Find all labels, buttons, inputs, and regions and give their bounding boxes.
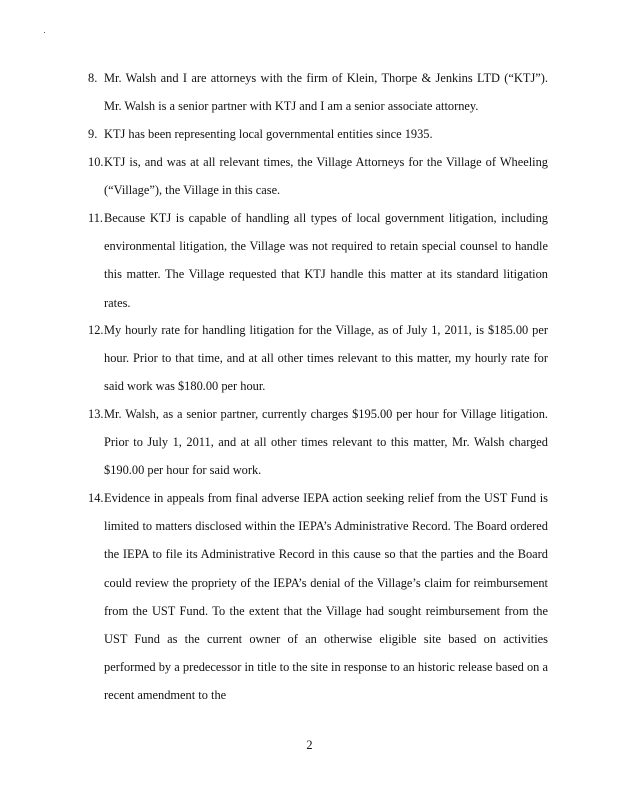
paragraph-text: KTJ is, and was at all relevant times, the Village Attorneys for the Village of Wheeling (“Village”), the Village in this case. xyxy=(104,155,548,198)
paragraph-11 xyxy=(88,204,548,317)
paragraph-number: 12. xyxy=(88,323,104,337)
paragraph-number: 8. xyxy=(88,71,98,85)
paragraph-text: Because KTJ is capable of handling all types of local government litigation, including environmental litigation, the Village was not required to retain special counsel to handle this matter. The Village requested that KTJ handle this matter at its standard litigation rates. xyxy=(104,211,548,310)
paragraph-text: Mr. Walsh and I are attorneys with the firm of Klein, Thorpe & Jenkins LTD (“KTJ”). Mr. Walsh is a senior partner with KTJ and I am a senior associate attorney. xyxy=(104,71,548,114)
paragraph-number: 11. xyxy=(88,211,104,225)
paragraph-10 xyxy=(88,148,548,204)
paragraph-12 xyxy=(88,316,548,401)
paragraph-text: Evidence in appeals from final adverse IEPA action seeking relief from the UST Fund is limited to matters disclosed within the IEPA’s Administrative Record. The Board ordered the IEPA to file its Administrative Record in this cause so that the parties and the Board could review the propriety of the IEPA’s denial of the Village’s claim for reimbursement from the UST Fund. To the extent that the Village had sought reimbursement from the UST Fund as the current owner of an otherwise eligible site based on activities performed by a predecessor in title to the site in response to an historic release based on a recent amendment to the xyxy=(104,491,548,703)
scan-speck xyxy=(44,32,45,33)
page-number: 2 xyxy=(306,738,313,752)
paragraph-text: Mr. Walsh, as a senior partner, currently charges $195.00 per hour for Village litigation. Prior to July 1, 2011, and at all other times relevant to this matter, Mr. Walsh charged $190.00 per hour for said work. xyxy=(104,407,548,478)
paragraph-9 xyxy=(88,120,548,148)
paragraph-text: KTJ has been representing local governmental entities since 1935. xyxy=(104,127,433,141)
paragraph-13 xyxy=(88,400,548,485)
paragraph-number: 9. xyxy=(88,127,98,141)
paragraph-text: My hourly rate for handling litigation for the Village, as of July 1, 2011, is $185.00 per hour. Prior to that time, and at all other times relevant to this matter, my hourly rate for said work was $180.00 per hour. xyxy=(104,323,548,394)
paragraph-14 xyxy=(88,484,548,710)
paragraph-number: 14. xyxy=(88,491,104,505)
paragraph-8 xyxy=(88,64,548,120)
paragraph-number: 13. xyxy=(88,407,104,421)
paragraph-number: 10. xyxy=(88,155,104,169)
